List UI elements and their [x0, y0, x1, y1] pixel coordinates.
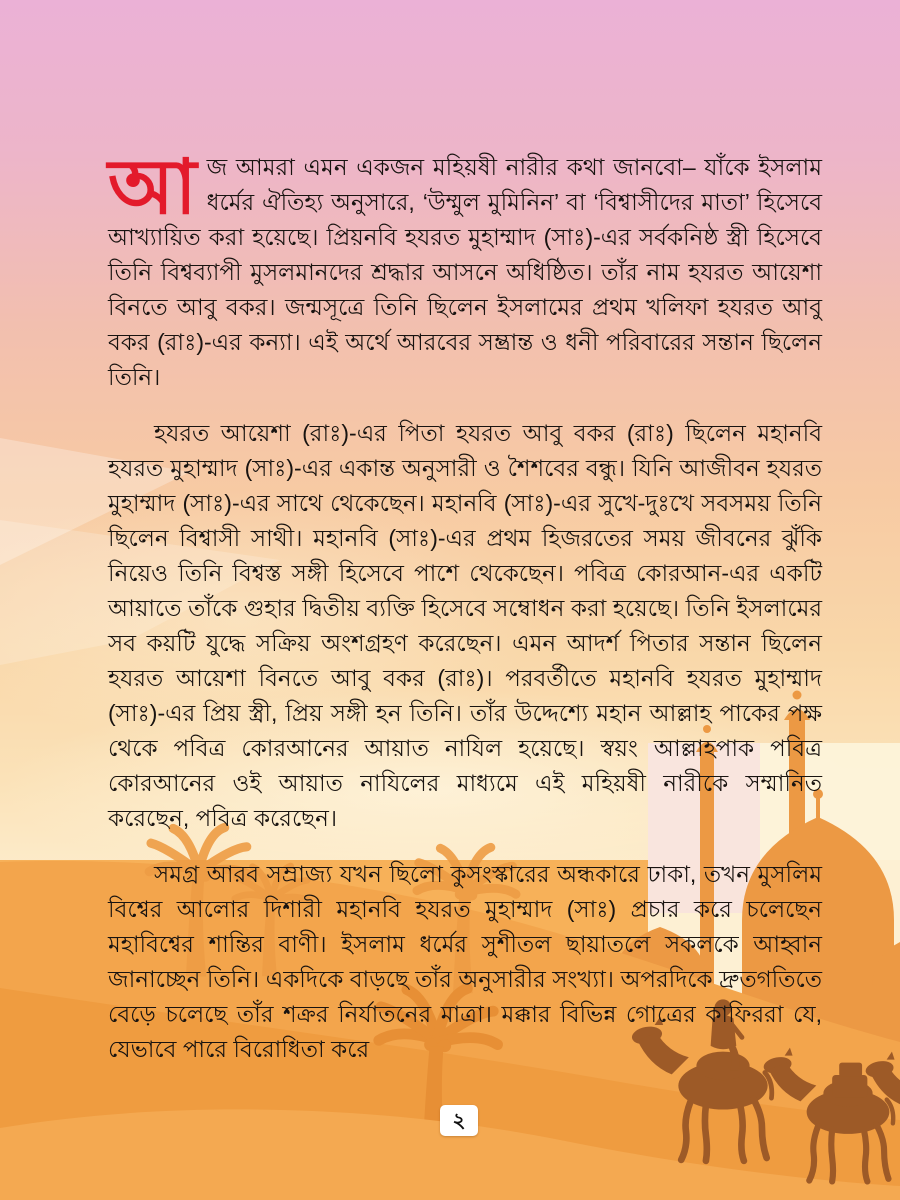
- drop-cap: আ: [108, 145, 197, 230]
- paragraph-3: সমগ্র আরব সম্রাজ্য যখন ছিলো কুসংস্কারের অন্ধকারে ঢাকা, তখন মুসলিম বিশ্বের আলোর দিশারী মহানবি হযরত মুহাম্মাদ (সাঃ) প্রচার করে চলেছেন মহাবিশ্বের শান্তির বাণী। ইসলাম ধর্মের সুশীতল ছায়াতলে সকলকে আহ্বান জানাচ্ছেন তিনি। একদিকে বাড়ছে তাঁর অনুসারীর সংখ্যা। অপরদিকে দ্রুতগতিতে বেড়ে চলেছে তাঁর শক্রর নির্যাতনের মাত্রা। মক্কার বিভিন্ন গোত্রের কাফিররা যে, যেভাবে পারে বিরোধিতা করে: [108, 861, 822, 1062]
- paragraph-1-text: জ আমরা এমন একজন মহিয়ষী নারীর কথা জানবো– যাঁকে ইসলাম ধর্মের ঐতিহ্য অনুসারে, ‘উম্মুল মুমিনিন’ বা ‘বিশ্বাসীদের মাতা’ হিসেবে আখ্যায়িত করা হয়েছে। প্রিয়নবি হযরত মুহাম্মাদ (সাঃ)-এর সর্বকনিষ্ঠ স্ত্রী হিসেবে তিনি বিশ্বব্যাপী মুসলমানদের শ্রদ্ধার আসনে অধিষ্ঠিত। তাঁর নাম হযরত আয়েশা বিনতে আবু বকর। জন্মসূত্রে তিনি ছিলেন ইসলামের প্রথম খলিফা হযরত আবু বকর (রাঃ)-এর কন্যা। এই অর্থে আরবের সম্ভ্রান্ত ও ধনী পরিবারের সন্তান ছিলেন তিনি।: [108, 154, 822, 390]
- page-number-badge: [440, 1105, 478, 1136]
- page-number: ২: [452, 1109, 466, 1132]
- paragraph-1: [108, 145, 822, 395]
- page-content: [108, 145, 822, 1088]
- paragraph-2: হযরত আয়েশা (রাঃ)-এর পিতা হযরত আবু বকর (রাঃ) ছিলেন মহানবি হযরত মুহাম্মাদ (সাঃ)-এর একান্ত অনুসারী ও শৈশবের বন্ধু। যিনি আজীবন হযরত মুহাম্মাদ (সাঃ)-এর সাথে থেকেছেন। মহানবি (সাঃ)-এর সুখে-দুঃখে সবসময় তিনি ছিলেন বিশ্বাসী সাথী। মহানবি (সাঃ)-এর প্রথম হিজরতের সময় জীবনের ঝুঁকি নিয়েও তিনি বিশ্বস্ত সঙ্গী হিসেবে পাশে থেকেছেন। পবিত্র কোরআন-এর একটি আয়াতে তাঁকে গুহার দ্বিতীয় ব্যক্তি হিসেবে সম্বোধন করা হয়েছে। তিনি ইসলামের সব কয়টি যুদ্ধে সক্রিয় অংশগ্রহণ করেছেন। এমন আদর্শ পিতার সন্তান ছিলেন হযরত আয়েশা বিনতে আবু বকর (রাঃ)। পরবর্তীতে মহানবি হযরত মুহাম্মাদ (সাঃ)-এর প্রিয় স্ত্রী, প্রিয় সঙ্গী হন তিনি। তাঁর উদ্দেশ্যে মহান আল্লাহ পাকের পক্ষ থেকে পবিত্র কোরআনের আয়াত নাযিল হয়েছে। স্বয়ং আল্লাহপাক পবিত্র কোরআনের ওই আয়াত নাযিলের মাধ্যমে এই মহিয়ষী নারীকে সম্মানিত করেছেন, পবিত্র করেছেন।: [108, 420, 822, 831]
